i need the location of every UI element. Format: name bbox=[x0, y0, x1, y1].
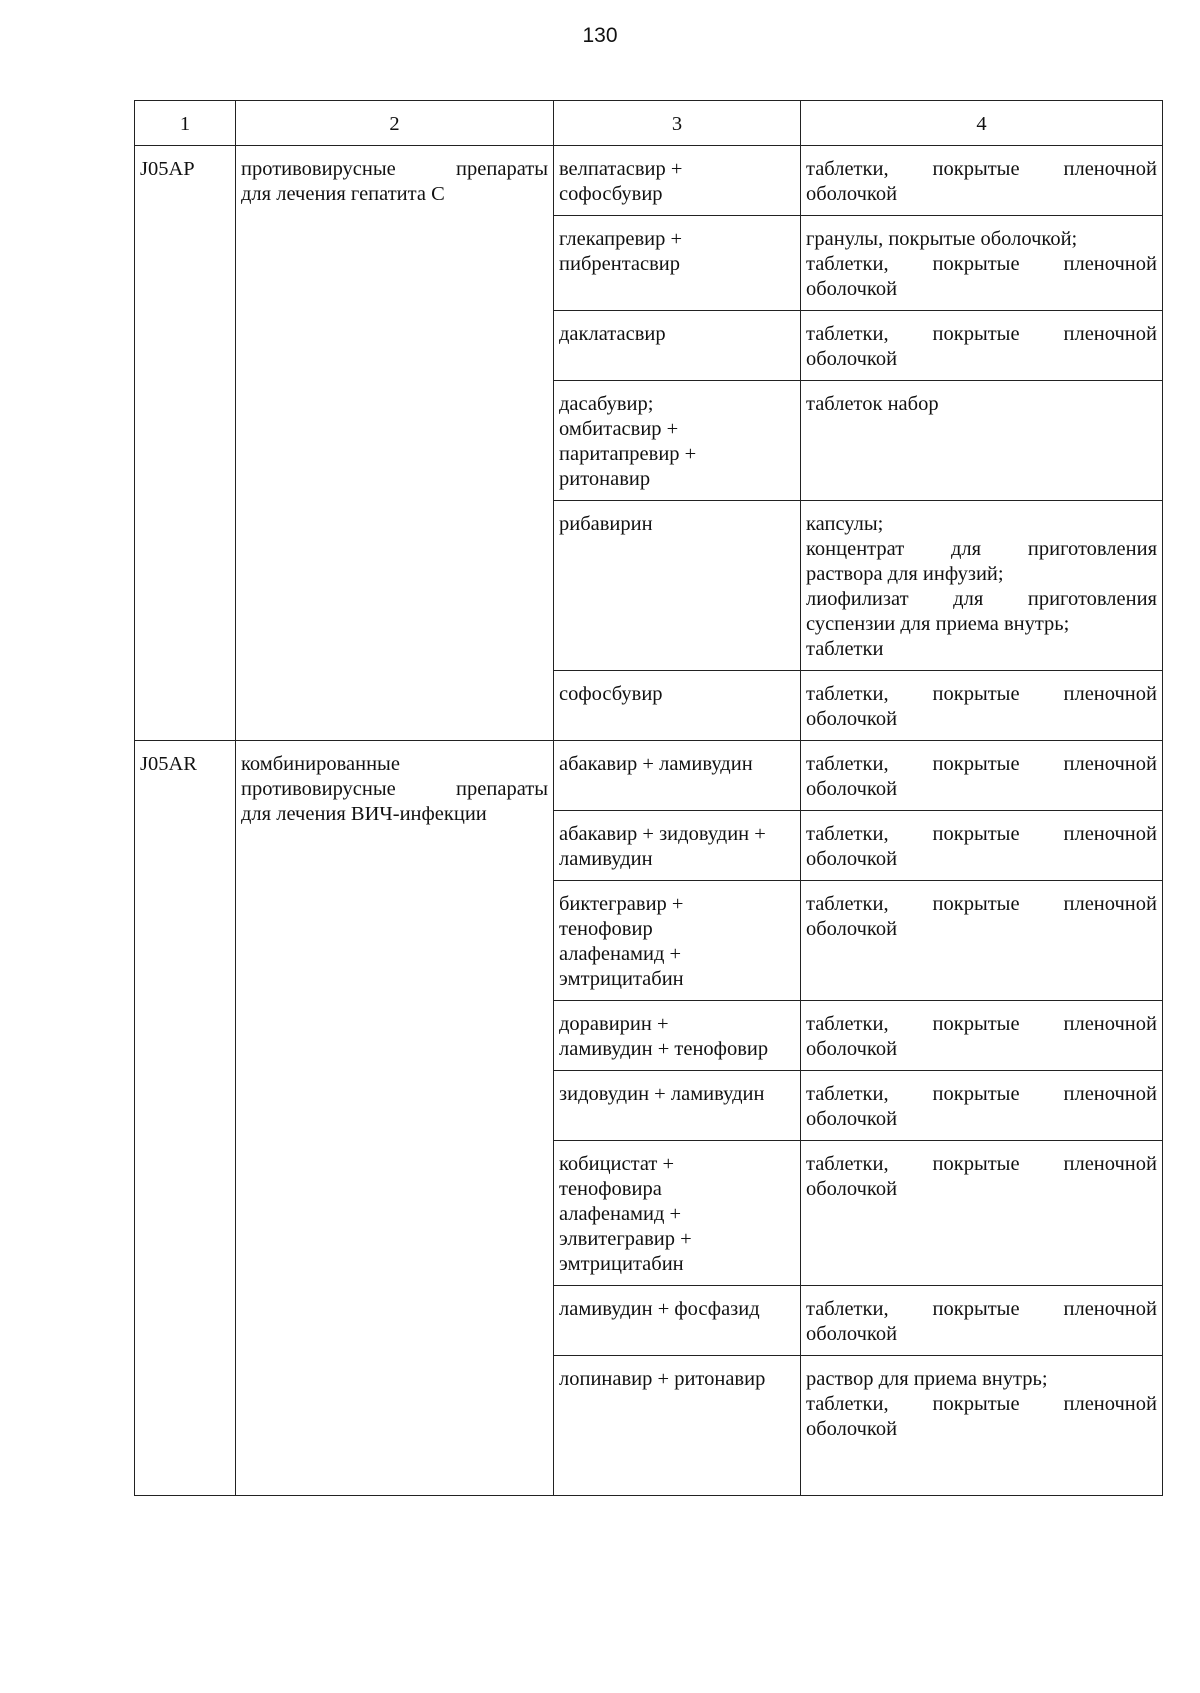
drug-name-cell bbox=[554, 216, 801, 311]
dosage-form-line: таблетки, покрытые пленочной bbox=[806, 893, 1157, 915]
dosage-form-line: таблетки, покрытые пленочной bbox=[806, 158, 1157, 180]
dosage-form-cell bbox=[801, 1001, 1163, 1071]
drug-name-line: зидовудин + ламивудин bbox=[559, 1083, 765, 1105]
dosage-form-line: таблетки, покрытые пленочной bbox=[806, 1393, 1157, 1415]
drug-name-line: тенофовира bbox=[559, 1178, 662, 1200]
group-description-line: для лечения ВИЧ-инфекции bbox=[241, 803, 487, 825]
dosage-form-cell bbox=[801, 741, 1163, 811]
dosage-form-line: таблетки bbox=[806, 638, 884, 660]
group-description-line: для лечения гепатита С bbox=[241, 183, 445, 205]
drug-name-line: дасабувир; bbox=[559, 393, 654, 415]
header-col-1: 1 bbox=[135, 101, 236, 146]
drug-name-cell bbox=[554, 1356, 801, 1496]
drug-name-line: ламивудин + фосфазид bbox=[559, 1298, 760, 1320]
dosage-form-line: концентрат для приготовления bbox=[806, 538, 1157, 560]
group-description-line: противовирусные препараты bbox=[241, 158, 548, 180]
atc-code-cell: J05AR bbox=[135, 741, 236, 1496]
dosage-form-cell bbox=[801, 1071, 1163, 1141]
dosage-form-line: таблетки, покрытые пленочной bbox=[806, 1083, 1157, 1105]
dosage-form-line: оболочкой bbox=[806, 348, 898, 370]
drug-name-line: абакавир + зидовудин + bbox=[559, 823, 766, 845]
dosage-form-line: оболочкой bbox=[806, 918, 898, 940]
drug-name-line: паритапревир + bbox=[559, 443, 697, 465]
drug-name-line: эмтрицитабин bbox=[559, 1253, 684, 1275]
dosage-form-line: таблетки, покрытые пленочной bbox=[806, 1153, 1157, 1175]
drug-name-cell bbox=[554, 146, 801, 216]
table-row bbox=[135, 146, 1163, 216]
dosage-form-line: оболочкой bbox=[806, 778, 898, 800]
dosage-form-cell bbox=[801, 1356, 1163, 1496]
header-row bbox=[135, 101, 1163, 146]
dosage-form-line: гранулы, покрытые оболочкой; bbox=[806, 228, 1078, 250]
dosage-form-line: оболочкой bbox=[806, 183, 898, 205]
drug-name-cell bbox=[554, 311, 801, 381]
drug-name-line: рибавирин bbox=[559, 513, 653, 535]
drug-name-line: биктегравир + bbox=[559, 893, 684, 915]
dosage-form-cell bbox=[801, 381, 1163, 501]
group-description-cell bbox=[236, 146, 554, 741]
group-description-line: противовирусные препараты bbox=[241, 778, 548, 800]
drug-name-line: лопинавир + ритонавир bbox=[559, 1368, 766, 1390]
group-description-line: комбинированные bbox=[241, 753, 400, 775]
dosage-form-line: таблетки, покрытые пленочной bbox=[806, 323, 1157, 345]
header-col-3: 3 bbox=[554, 101, 801, 146]
drug-name-line: глекапревир + bbox=[559, 228, 683, 250]
dosage-form-line: раствор для приема внутрь; bbox=[806, 1368, 1048, 1390]
drug-name-line: эмтрицитабин bbox=[559, 968, 684, 990]
drug-name-line: доравирин + bbox=[559, 1013, 669, 1035]
drug-name-cell bbox=[554, 671, 801, 741]
dosage-form-line: капсулы; bbox=[806, 513, 884, 535]
drug-name-line: алафенамид + bbox=[559, 1203, 682, 1225]
dosage-form-line: таблетки, покрытые пленочной bbox=[806, 823, 1157, 845]
drug-name-line: велпатасвир + bbox=[559, 158, 683, 180]
dosage-form-cell bbox=[801, 146, 1163, 216]
drug-name-line: абакавир + ламивудин bbox=[559, 753, 753, 775]
drug-name-line: ламивудин bbox=[559, 848, 653, 870]
dosage-form-line: оболочкой bbox=[806, 1418, 898, 1440]
drug-name-line: софосбувир bbox=[559, 683, 663, 705]
dosage-form-cell bbox=[801, 216, 1163, 311]
drug-name-cell bbox=[554, 381, 801, 501]
dosage-form-line: таблетки, покрытые пленочной bbox=[806, 683, 1157, 705]
dosage-form-line: лиофилизат для приготовления bbox=[806, 588, 1157, 610]
table-row bbox=[135, 741, 1163, 811]
dosage-form-line: оболочкой bbox=[806, 278, 898, 300]
header-col-4: 4 bbox=[801, 101, 1163, 146]
drug-name-line: алафенамид + bbox=[559, 943, 682, 965]
drug-name-line: элвитегравир + bbox=[559, 1228, 692, 1250]
drug-table bbox=[134, 100, 1163, 1496]
page-number: 130 bbox=[582, 24, 618, 47]
dosage-form-line: таблетки, покрытые пленочной bbox=[806, 1013, 1157, 1035]
dosage-form-cell bbox=[801, 811, 1163, 881]
dosage-form-line: оболочкой bbox=[806, 1178, 898, 1200]
dosage-form-line: оболочкой bbox=[806, 848, 898, 870]
dosage-form-cell bbox=[801, 501, 1163, 671]
drug-name-cell bbox=[554, 1071, 801, 1141]
dosage-form-cell bbox=[801, 311, 1163, 381]
dosage-form-cell bbox=[801, 671, 1163, 741]
header-col-2: 2 bbox=[236, 101, 554, 146]
dosage-form-line: оболочкой bbox=[806, 708, 898, 730]
drug-name-cell bbox=[554, 1286, 801, 1356]
dosage-form-cell bbox=[801, 881, 1163, 1001]
dosage-form-line: оболочкой bbox=[806, 1108, 898, 1130]
drug-name-line: кобицистат + bbox=[559, 1153, 675, 1175]
dosage-form-line: таблетки, покрытые пленочной bbox=[806, 753, 1157, 775]
drug-name-line: ритонавир bbox=[559, 468, 651, 490]
table-body bbox=[135, 146, 1163, 1496]
drug-name-cell bbox=[554, 881, 801, 1001]
dosage-form-line: таблетки, покрытые пленочной bbox=[806, 253, 1157, 275]
drug-name-line: ламивудин + тенофовир bbox=[559, 1038, 769, 1060]
drug-name-cell bbox=[554, 1141, 801, 1286]
drug-name-line: даклатасвир bbox=[559, 323, 666, 345]
drug-name-line: софосбувир bbox=[559, 183, 663, 205]
drug-name-line: пибрентасвир bbox=[559, 253, 680, 275]
drug-name-line: тенофовир bbox=[559, 918, 653, 940]
dosage-form-cell bbox=[801, 1141, 1163, 1286]
drug-name-cell bbox=[554, 741, 801, 811]
dosage-form-line: таблеток набор bbox=[806, 393, 939, 415]
drug-name-line: омбитасвир + bbox=[559, 418, 679, 440]
drug-name-cell bbox=[554, 501, 801, 671]
dosage-form-cell bbox=[801, 1286, 1163, 1356]
group-description-cell bbox=[236, 741, 554, 1496]
dosage-form-line: суспензии для приема внутрь; bbox=[806, 613, 1070, 635]
dosage-form-line: таблетки, покрытые пленочной bbox=[806, 1298, 1157, 1320]
dosage-form-line: раствора для инфузий; bbox=[806, 563, 1004, 585]
atc-code-cell: J05AP bbox=[135, 146, 236, 741]
dosage-form-line: оболочкой bbox=[806, 1323, 898, 1345]
drug-name-cell bbox=[554, 1001, 801, 1071]
dosage-form-line: оболочкой bbox=[806, 1038, 898, 1060]
drug-name-cell bbox=[554, 811, 801, 881]
